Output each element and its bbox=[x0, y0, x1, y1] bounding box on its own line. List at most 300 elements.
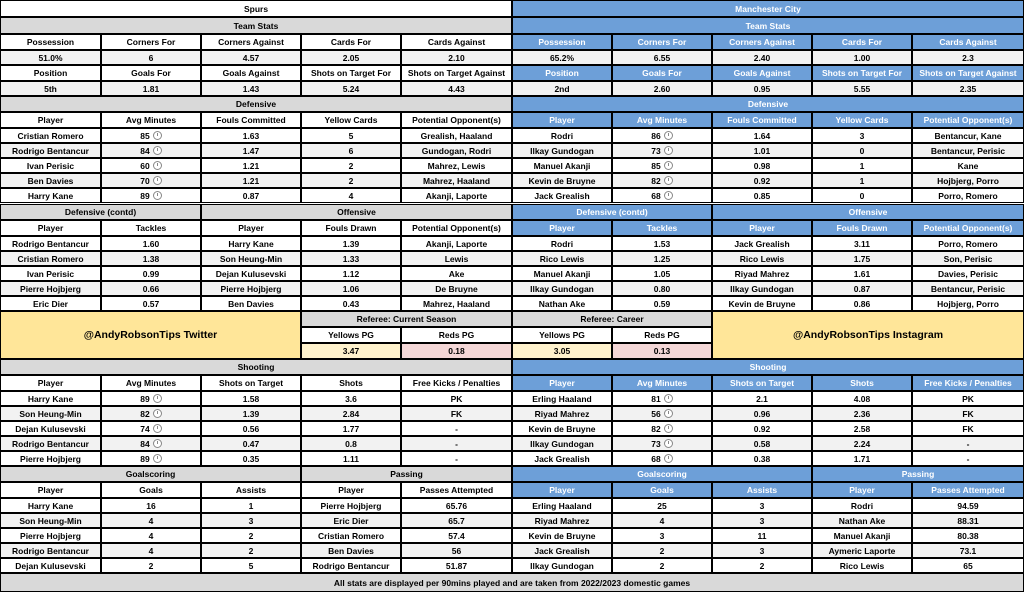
home-stat-value-text: 2.10 bbox=[448, 52, 465, 63]
home-goalscoring-header bbox=[101, 482, 201, 498]
home-stat-header bbox=[101, 34, 201, 50]
home-shooting-cell bbox=[0, 436, 101, 451]
away-shooting-header-text: Shots on Target bbox=[729, 378, 795, 388]
home-passing-cell-text: 65.76 bbox=[445, 500, 468, 511]
home-offensive-cell bbox=[401, 251, 512, 266]
home-shooting-header-text: Free Kicks / Penalties bbox=[412, 378, 501, 388]
away-stat-value-text: 2.35 bbox=[959, 83, 977, 94]
away-offensive-cell-text: Son, Perisic bbox=[943, 253, 993, 264]
away-passing-cell bbox=[812, 543, 912, 558]
away-shooting-cell bbox=[812, 391, 912, 406]
home-goalscoring-cell-text: 2 bbox=[248, 530, 254, 541]
home-passing-header bbox=[401, 482, 512, 498]
home-def-contd-cell-text: 0.66 bbox=[142, 283, 160, 294]
home-goalscoring-cell bbox=[0, 513, 101, 528]
referee-season-yellows-label bbox=[301, 327, 401, 343]
stopwatch-icon bbox=[664, 454, 673, 463]
away-shooting-cell-text: 0.58 bbox=[753, 438, 771, 449]
home-shooting-cell-text: 84 bbox=[140, 438, 150, 449]
away-def-contd-cell-text: Ilkay Gundogan bbox=[530, 283, 594, 294]
home-goalscoring-header bbox=[0, 482, 101, 498]
away-defensive-cell-text: 0.92 bbox=[753, 175, 771, 186]
away-goalscoring-cell-text: 3 bbox=[759, 500, 765, 511]
away-shooting-cell bbox=[912, 451, 1024, 466]
referee-season-reds bbox=[401, 343, 512, 359]
away-goalscoring-cell-text: Ilkay Gundogan bbox=[530, 560, 594, 571]
home-defensive-cell bbox=[201, 143, 301, 158]
home-stat-header bbox=[201, 65, 301, 81]
home-shooting-cell-text: Harry Kane bbox=[27, 393, 74, 404]
home-shooting-cell-text: 89 bbox=[140, 393, 150, 404]
away-stat-header bbox=[912, 65, 1024, 81]
away-defensive-cell bbox=[812, 158, 912, 173]
home-offensive-cell bbox=[201, 236, 301, 251]
home-passing-cell-text: Pierre Hojbjerg bbox=[320, 500, 382, 511]
home-goalscoring-cell bbox=[0, 543, 101, 558]
home-stat-header bbox=[301, 34, 401, 50]
away-stat-header-text: Goals For bbox=[642, 68, 682, 78]
home-shooting-cell-text: Son Heung-Min bbox=[19, 408, 82, 419]
away-stat-header-text: Corners Against bbox=[729, 37, 795, 47]
home-goalscoring-header-text: Assists bbox=[235, 485, 267, 495]
away-shooting-cell bbox=[612, 421, 712, 436]
home-def-contd-cell bbox=[101, 236, 201, 251]
away-stat-value bbox=[612, 50, 712, 65]
away-offensive-cell-text: Ilkay Gundogan bbox=[730, 283, 794, 294]
home-passing-cell-text: Ben Davies bbox=[328, 545, 374, 556]
away-defensive-cell bbox=[912, 173, 1024, 188]
home-stat-value bbox=[101, 50, 201, 65]
home-goalscoring-header bbox=[201, 482, 301, 498]
away-defensive-cell bbox=[512, 173, 612, 188]
away-offensive-cell bbox=[712, 251, 812, 266]
away-passing-cell-text: Aymeric Laporte bbox=[828, 545, 896, 556]
away-shooting-cell-text: - bbox=[966, 453, 970, 464]
away-shooting-cell bbox=[512, 406, 612, 421]
home-shooting-cell bbox=[301, 451, 401, 466]
home-passing-cell bbox=[301, 543, 401, 558]
away-goalscoring-cell bbox=[612, 498, 712, 513]
away-stat-value bbox=[712, 50, 812, 65]
home-stat-value bbox=[101, 81, 201, 96]
away-defensive-cell-text: 82 bbox=[651, 175, 661, 186]
home-goalscoring-cell bbox=[201, 498, 301, 513]
away-shooting-cell-text: Ilkay Gundogan bbox=[530, 438, 594, 449]
away-stat-value-text: 2.40 bbox=[753, 52, 771, 63]
away-shooting-cell bbox=[812, 451, 912, 466]
away-defensive-header bbox=[912, 112, 1024, 128]
home-shooting-cell bbox=[0, 421, 101, 436]
home-defensive-cell bbox=[101, 143, 201, 158]
away-stat-value-text: 2.3 bbox=[962, 52, 974, 63]
home-def-contd-cell-text: Ivan Perisic bbox=[26, 268, 75, 279]
away-defensive-cell-text: Manuel Akanji bbox=[533, 160, 591, 171]
away-shooting-header bbox=[912, 375, 1024, 391]
home-passing-title bbox=[301, 466, 512, 482]
home-goalscoring-cell-text: Pierre Hojbjerg bbox=[20, 530, 81, 541]
away-goalscoring-cell bbox=[512, 558, 612, 573]
home-defensive-cell bbox=[201, 158, 301, 173]
referee-season-yellows bbox=[301, 343, 401, 359]
away-def-contd-title-text: Defensive (contd) bbox=[576, 207, 648, 217]
away-stat-header bbox=[912, 34, 1024, 50]
away-defensive-cell-text: Bentancur, Perisic bbox=[930, 145, 1006, 156]
home-def-contd-title-text: Defensive (contd) bbox=[64, 207, 137, 217]
instagram-banner bbox=[712, 311, 1024, 359]
away-defensive-cell-text: Bentancur, Kane bbox=[934, 130, 1002, 141]
home-defensive-cell bbox=[401, 188, 512, 203]
home-defensive-cell bbox=[201, 188, 301, 203]
away-stat-header-text: Cards Against bbox=[939, 37, 997, 47]
away-stat-header-text: Shots on Target Against bbox=[919, 68, 1017, 78]
home-stat-value bbox=[401, 50, 512, 65]
away-offensive-title-text: Offensive bbox=[848, 207, 888, 217]
away-defensive-header-text: Fouls Committed bbox=[727, 115, 797, 125]
home-defensive-cell bbox=[101, 158, 201, 173]
away-offensive-cell-text: Bentancur, Perisic bbox=[930, 283, 1006, 294]
home-shooting-header bbox=[301, 375, 401, 391]
away-stat-header-text: Position bbox=[545, 68, 579, 78]
referee-career-title bbox=[512, 311, 712, 327]
away-offensive-cell bbox=[712, 266, 812, 281]
away-passing-cell-text: 94.59 bbox=[957, 500, 979, 511]
home-stat-header bbox=[101, 65, 201, 81]
home-passing-cell bbox=[401, 558, 512, 573]
home-shooting-cell-text: 74 bbox=[140, 423, 150, 434]
away-offensive-title bbox=[712, 204, 1024, 220]
away-defensive-cell-text: Kevin de Bruyne bbox=[528, 175, 596, 186]
away-passing-cell-text: Nathan Ake bbox=[838, 515, 886, 526]
home-offensive-cell-text: Mahrez, Haaland bbox=[422, 298, 491, 309]
away-defensive-cell-text: 0.85 bbox=[753, 190, 771, 201]
home-stat-header bbox=[401, 65, 512, 81]
home-passing-cell bbox=[401, 513, 512, 528]
away-offensive-header-text: Fouls Drawn bbox=[836, 223, 888, 233]
home-stat-value-text: 5.24 bbox=[342, 83, 360, 94]
home-stat-header-text: Shots on Target For bbox=[310, 68, 392, 78]
home-shooting-cell-text: 3.6 bbox=[345, 393, 357, 404]
away-defensive-cell bbox=[612, 128, 712, 143]
stopwatch-icon bbox=[153, 424, 162, 433]
home-defensive-header bbox=[401, 112, 512, 128]
stopwatch-icon bbox=[664, 131, 673, 140]
home-defensive-header-text: Avg Minutes bbox=[125, 115, 177, 125]
home-stat-value-text: 5th bbox=[44, 83, 57, 94]
home-shooting-cell bbox=[101, 451, 201, 466]
home-defensive-title-text: Defensive bbox=[235, 99, 277, 109]
home-def-contd-cell bbox=[101, 266, 201, 281]
away-goalscoring-cell bbox=[612, 558, 712, 573]
home-defensive-cell-text: Cristian Romero bbox=[17, 130, 84, 141]
away-defensive-cell bbox=[512, 158, 612, 173]
home-shooting-cell bbox=[301, 436, 401, 451]
away-goalscoring-cell-text: Erling Haaland bbox=[532, 500, 592, 511]
away-def-contd-title bbox=[512, 204, 712, 220]
home-shooting-header-text: Avg Minutes bbox=[125, 378, 177, 388]
home-offensive-header bbox=[201, 220, 301, 236]
stopwatch-icon bbox=[153, 439, 162, 448]
away-defensive-cell-text: 0 bbox=[859, 145, 865, 156]
away-goalscoring-cell bbox=[512, 528, 612, 543]
away-passing-cell bbox=[912, 498, 1024, 513]
home-defensive-cell-text: Rodrigo Bentancur bbox=[12, 145, 89, 156]
away-shooting-cell-text: 56 bbox=[651, 408, 661, 419]
away-defensive-cell bbox=[612, 143, 712, 158]
away-defensive-cell bbox=[912, 143, 1024, 158]
away-goalscoring-title-text: Goalscoring bbox=[637, 469, 687, 479]
away-def-contd-cell bbox=[612, 251, 712, 266]
away-stat-value-text: 5.55 bbox=[853, 83, 871, 94]
away-offensive-cell-text: Porro, Romero bbox=[938, 238, 998, 249]
referee-career-reds-label bbox=[612, 327, 712, 343]
away-shooting-cell bbox=[512, 421, 612, 436]
away-shooting-cell-text: 73 bbox=[651, 438, 661, 449]
away-defensive-header-text: Yellow Cards bbox=[835, 115, 889, 125]
away-def-contd-cell bbox=[512, 236, 612, 251]
home-stat-value-text: 1.43 bbox=[242, 83, 260, 94]
home-passing-cell bbox=[301, 558, 401, 573]
away-defensive-cell-text: Porro, Romero bbox=[938, 190, 998, 201]
away-passing-header bbox=[812, 482, 912, 498]
away-stat-value-text: 6.55 bbox=[653, 52, 671, 63]
away-goalscoring-cell bbox=[612, 528, 712, 543]
away-passing-cell-text: Manuel Akanji bbox=[833, 530, 891, 541]
home-defensive-cell-text: 84 bbox=[140, 145, 150, 156]
home-offensive-cell-text: De Bruyne bbox=[435, 283, 478, 294]
home-offensive-header-text: Player bbox=[238, 223, 264, 233]
home-stat-header-text: Shots on Target Against bbox=[407, 68, 506, 78]
home-goalscoring-cell bbox=[101, 498, 201, 513]
home-passing-cell bbox=[401, 543, 512, 558]
away-defensive-cell-text: Kane bbox=[957, 160, 979, 171]
footer-note-text: All stats are displayed per 90mins played and are taken from 2022/2023 domestic games bbox=[333, 577, 691, 588]
home-goalscoring-cell bbox=[0, 558, 101, 573]
away-shooting-cell bbox=[512, 451, 612, 466]
home-defensive-cell bbox=[101, 128, 201, 143]
away-goalscoring-cell-text: Jack Grealish bbox=[534, 545, 590, 556]
home-shooting-cell-text: Dejan Kulusevski bbox=[15, 423, 86, 434]
away-passing-cell-text: 65 bbox=[963, 560, 973, 571]
home-team-stats-title-text: Team Stats bbox=[233, 20, 279, 31]
home-shooting-cell bbox=[101, 421, 201, 436]
away-shooting-header bbox=[512, 375, 612, 391]
home-stat-value bbox=[401, 81, 512, 96]
away-stat-value-text: 2.60 bbox=[653, 83, 671, 94]
away-offensive-cell bbox=[812, 296, 912, 311]
away-shooting-header bbox=[812, 375, 912, 391]
away-shooting-header bbox=[712, 375, 812, 391]
home-passing-cell bbox=[401, 528, 512, 543]
home-def-contd-cell bbox=[0, 236, 101, 251]
home-def-contd-cell bbox=[101, 251, 201, 266]
away-goalscoring-header bbox=[612, 482, 712, 498]
home-goalscoring-cell bbox=[101, 558, 201, 573]
away-shooting-cell bbox=[512, 391, 612, 406]
away-passing-title-text: Passing bbox=[901, 469, 935, 479]
away-shooting-title-text: Shooting bbox=[749, 362, 787, 372]
home-stat-header bbox=[0, 34, 101, 50]
away-defensive-cell-text: 1.01 bbox=[753, 145, 771, 156]
home-stat-header-text: Position bbox=[33, 68, 68, 78]
home-passing-title-text: Passing bbox=[390, 469, 423, 479]
home-stat-header bbox=[201, 34, 301, 50]
home-offensive-cell-text: Ake bbox=[448, 268, 465, 279]
home-shooting-cell-text: 2.84 bbox=[342, 408, 360, 419]
home-stat-header bbox=[401, 34, 512, 50]
home-defensive-cell bbox=[401, 173, 512, 188]
away-offensive-cell-text: 1.61 bbox=[853, 268, 871, 279]
stopwatch-icon bbox=[153, 161, 162, 170]
away-def-contd-cell bbox=[512, 251, 612, 266]
away-defensive-cell bbox=[712, 143, 812, 158]
home-defensive-cell-text: Grealish, Haaland bbox=[420, 130, 493, 141]
away-offensive-cell bbox=[912, 296, 1024, 311]
home-defensive-title bbox=[0, 96, 512, 112]
home-def-contd-cell bbox=[0, 251, 101, 266]
away-defensive-header bbox=[512, 112, 612, 128]
away-def-contd-cell bbox=[612, 281, 712, 296]
away-goalscoring-title bbox=[512, 466, 812, 482]
home-shooting-cell-text: PK bbox=[450, 393, 463, 404]
home-stat-value bbox=[0, 81, 101, 96]
away-shooting-cell bbox=[812, 421, 912, 436]
away-defensive-cell bbox=[912, 128, 1024, 143]
home-defensive-cell bbox=[101, 173, 201, 188]
away-goalscoring-cell-text: 2 bbox=[659, 560, 665, 571]
away-def-contd-cell bbox=[612, 296, 712, 311]
home-shooting-cell bbox=[201, 451, 301, 466]
stopwatch-icon bbox=[153, 191, 162, 200]
away-stat-header bbox=[712, 34, 812, 50]
home-defensive-cell-text: 2 bbox=[348, 160, 354, 171]
referee-season-reds-label-text: Reds PG bbox=[438, 330, 475, 340]
away-stat-value bbox=[812, 50, 912, 65]
home-defensive-header bbox=[101, 112, 201, 128]
away-def-contd-cell-text: 0.59 bbox=[653, 298, 671, 309]
home-def-contd-header-text: Player bbox=[37, 223, 64, 233]
home-defensive-header bbox=[201, 112, 301, 128]
home-defensive-cell bbox=[401, 128, 512, 143]
away-stat-header-text: Goals Against bbox=[733, 68, 791, 78]
away-def-contd-cell bbox=[512, 281, 612, 296]
home-shooting-cell-text: 0.47 bbox=[242, 438, 260, 449]
away-offensive-header bbox=[912, 220, 1024, 236]
home-defensive-header-text: Potential Opponent(s) bbox=[412, 115, 501, 125]
away-defensive-header-text: Avg Minutes bbox=[636, 115, 688, 125]
away-stat-header bbox=[512, 65, 612, 81]
stopwatch-icon bbox=[664, 176, 673, 185]
home-goalscoring-cell bbox=[201, 513, 301, 528]
home-stat-value bbox=[301, 81, 401, 96]
away-defensive-cell-text: 85 bbox=[651, 160, 661, 171]
home-offensive-cell bbox=[301, 251, 401, 266]
away-shooting-cell-text: Riyad Mahrez bbox=[534, 408, 590, 419]
away-shooting-cell-text: 0.92 bbox=[753, 423, 771, 434]
home-stat-header-text: Possession bbox=[26, 37, 75, 47]
away-shooting-title bbox=[512, 359, 1024, 375]
home-passing-cell-text: 56 bbox=[451, 545, 462, 556]
stopwatch-icon bbox=[153, 394, 162, 403]
home-offensive-header-text: Fouls Drawn bbox=[325, 223, 377, 233]
referee-season-title bbox=[301, 311, 512, 327]
home-goalscoring-cell bbox=[101, 528, 201, 543]
home-def-contd-title bbox=[0, 204, 201, 220]
home-passing-cell bbox=[301, 498, 401, 513]
away-stat-value bbox=[512, 50, 612, 65]
away-stat-value-text: 0.95 bbox=[753, 83, 771, 94]
home-defensive-cell-text: 2 bbox=[348, 175, 354, 186]
stopwatch-icon bbox=[664, 146, 673, 155]
away-goalscoring-header bbox=[712, 482, 812, 498]
away-offensive-header bbox=[812, 220, 912, 236]
away-defensive-cell bbox=[812, 128, 912, 143]
footer-note bbox=[0, 573, 1024, 592]
home-defensive-cell bbox=[401, 143, 512, 158]
home-team-title-text: Spurs bbox=[243, 3, 269, 14]
home-defensive-cell-text: 0.87 bbox=[242, 190, 260, 201]
home-goalscoring-cell-text: 4 bbox=[148, 530, 154, 541]
away-goalscoring-header-text: Goals bbox=[650, 485, 674, 495]
away-def-contd-cell-text: Nathan Ake bbox=[538, 298, 586, 309]
home-defensive-cell-text: 1.21 bbox=[242, 160, 260, 171]
home-goalscoring-cell bbox=[101, 543, 201, 558]
home-offensive-cell bbox=[301, 236, 401, 251]
home-offensive-cell bbox=[401, 281, 512, 296]
away-def-contd-header-text: Player bbox=[549, 223, 575, 233]
stopwatch-icon bbox=[153, 454, 162, 463]
away-def-contd-cell bbox=[512, 266, 612, 281]
away-def-contd-cell-text: 1.53 bbox=[653, 238, 671, 249]
away-goalscoring-cell-text: 4 bbox=[659, 515, 665, 526]
referee-career-yellows bbox=[512, 343, 612, 359]
home-shooting-cell bbox=[201, 391, 301, 406]
home-shooting-cell-text: Pierre Hojbjerg bbox=[20, 453, 81, 464]
instagram-banner-text: @AndyRobsonTips Instagram bbox=[792, 329, 944, 341]
home-shooting-header-text: Shots on Target bbox=[218, 378, 284, 388]
home-offensive-cell bbox=[301, 296, 401, 311]
stopwatch-icon bbox=[664, 409, 673, 418]
away-defensive-cell-text: 1 bbox=[859, 175, 865, 186]
home-shooting-header-text: Shots bbox=[339, 378, 363, 388]
away-stat-value bbox=[912, 50, 1024, 65]
home-stat-header-text: Cards Against bbox=[427, 37, 486, 47]
away-shooting-header-text: Avg Minutes bbox=[636, 378, 688, 388]
home-defensive-cell bbox=[201, 128, 301, 143]
away-shooting-cell-text: - bbox=[966, 438, 970, 449]
away-defensive-cell-text: Hojbjerg, Porro bbox=[937, 175, 999, 186]
home-goalscoring-title bbox=[0, 466, 301, 482]
home-passing-cell-text: Eric Dier bbox=[333, 515, 369, 526]
home-passing-cell-text: 65.7 bbox=[448, 515, 465, 526]
referee-career-title-text: Referee: Career bbox=[580, 314, 644, 324]
away-shooting-cell-text: 0.96 bbox=[753, 408, 771, 419]
away-def-contd-cell-text: 1.05 bbox=[653, 268, 671, 279]
home-defensive-cell bbox=[101, 188, 201, 203]
home-defensive-cell-text: 1.47 bbox=[242, 145, 260, 156]
home-goalscoring-cell bbox=[201, 528, 301, 543]
away-def-contd-header-text: Tackles bbox=[646, 223, 678, 233]
away-shooting-cell-text: FK bbox=[962, 423, 974, 434]
home-offensive-cell bbox=[401, 296, 512, 311]
away-shooting-cell bbox=[712, 421, 812, 436]
away-shooting-cell bbox=[912, 391, 1024, 406]
home-def-contd-cell-text: 0.99 bbox=[142, 268, 160, 279]
home-defensive-cell-text: 6 bbox=[348, 145, 354, 156]
away-shooting-header bbox=[612, 375, 712, 391]
referee-career-reds-label-text: Reds PG bbox=[644, 330, 680, 340]
away-goalscoring-header bbox=[512, 482, 612, 498]
away-defensive-cell-text: Ilkay Gundogan bbox=[530, 145, 594, 156]
